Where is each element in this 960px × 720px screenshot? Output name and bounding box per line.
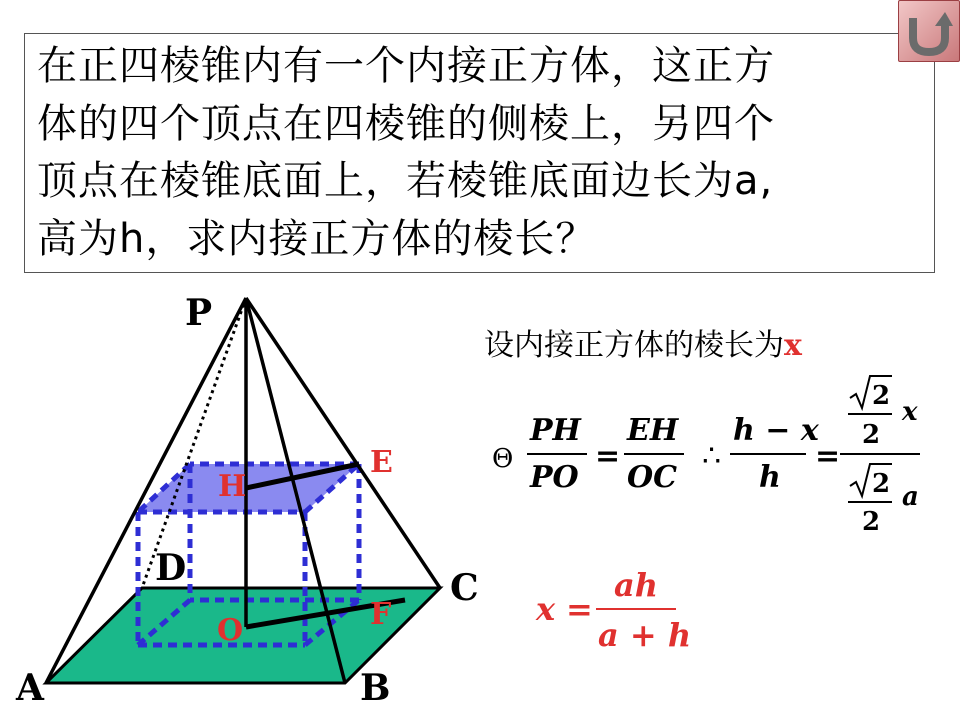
assumption-line — [484, 320, 802, 364]
problem-line-1: 在正四棱锥内有一个内接正方体，这正方 — [37, 43, 775, 89]
label-C: C — [450, 567, 479, 609]
because-symbol: Θ — [492, 444, 514, 474]
assumption-text: 设内接正方体的棱长为 — [484, 328, 784, 363]
eq-sign-2: = — [815, 439, 841, 474]
therefore-symbol: ∴ — [702, 439, 722, 474]
frac-PH: PH — [530, 413, 581, 448]
answer-x: x — [536, 590, 556, 628]
eq-sign-1: = — [595, 439, 621, 474]
edge-PD-hidden — [142, 298, 246, 588]
frac-h: h — [759, 460, 781, 495]
label-F: F — [370, 597, 392, 632]
sqrt2-bottom: 2 — [872, 469, 891, 499]
answer-denominator: a + h — [598, 616, 692, 654]
label-H: H — [218, 469, 247, 504]
label-A: A — [16, 667, 44, 709]
answer-numerator: ah — [614, 566, 658, 604]
frac-h-minus-x: h − x — [733, 413, 819, 448]
problem-line-2: 体的四个顶点在四棱锥的侧棱上，另四个 — [37, 100, 775, 147]
frac-OC: OC — [627, 460, 678, 495]
frac-PO: PO — [530, 460, 579, 495]
a-bottom: a — [902, 482, 919, 512]
label-P: P — [185, 292, 213, 334]
label-D: D — [155, 547, 187, 589]
assumption-var: x — [784, 328, 802, 363]
frac-EH: EH — [627, 413, 679, 448]
two-top: 2 — [862, 420, 881, 450]
answer-eq: = — [566, 590, 593, 628]
x-top: x — [902, 397, 918, 427]
label-E: E — [370, 445, 393, 480]
label-O: O — [217, 613, 244, 648]
two-bottom: 2 — [862, 507, 881, 537]
problem-line-3: 顶点在棱锥底面上，若棱锥底面边长为a, — [37, 158, 774, 204]
label-B: B — [360, 667, 391, 709]
sqrt2-top: 2 — [872, 381, 891, 411]
problem-line-4: 高为h，求内接正方体的棱长？ — [37, 215, 597, 262]
